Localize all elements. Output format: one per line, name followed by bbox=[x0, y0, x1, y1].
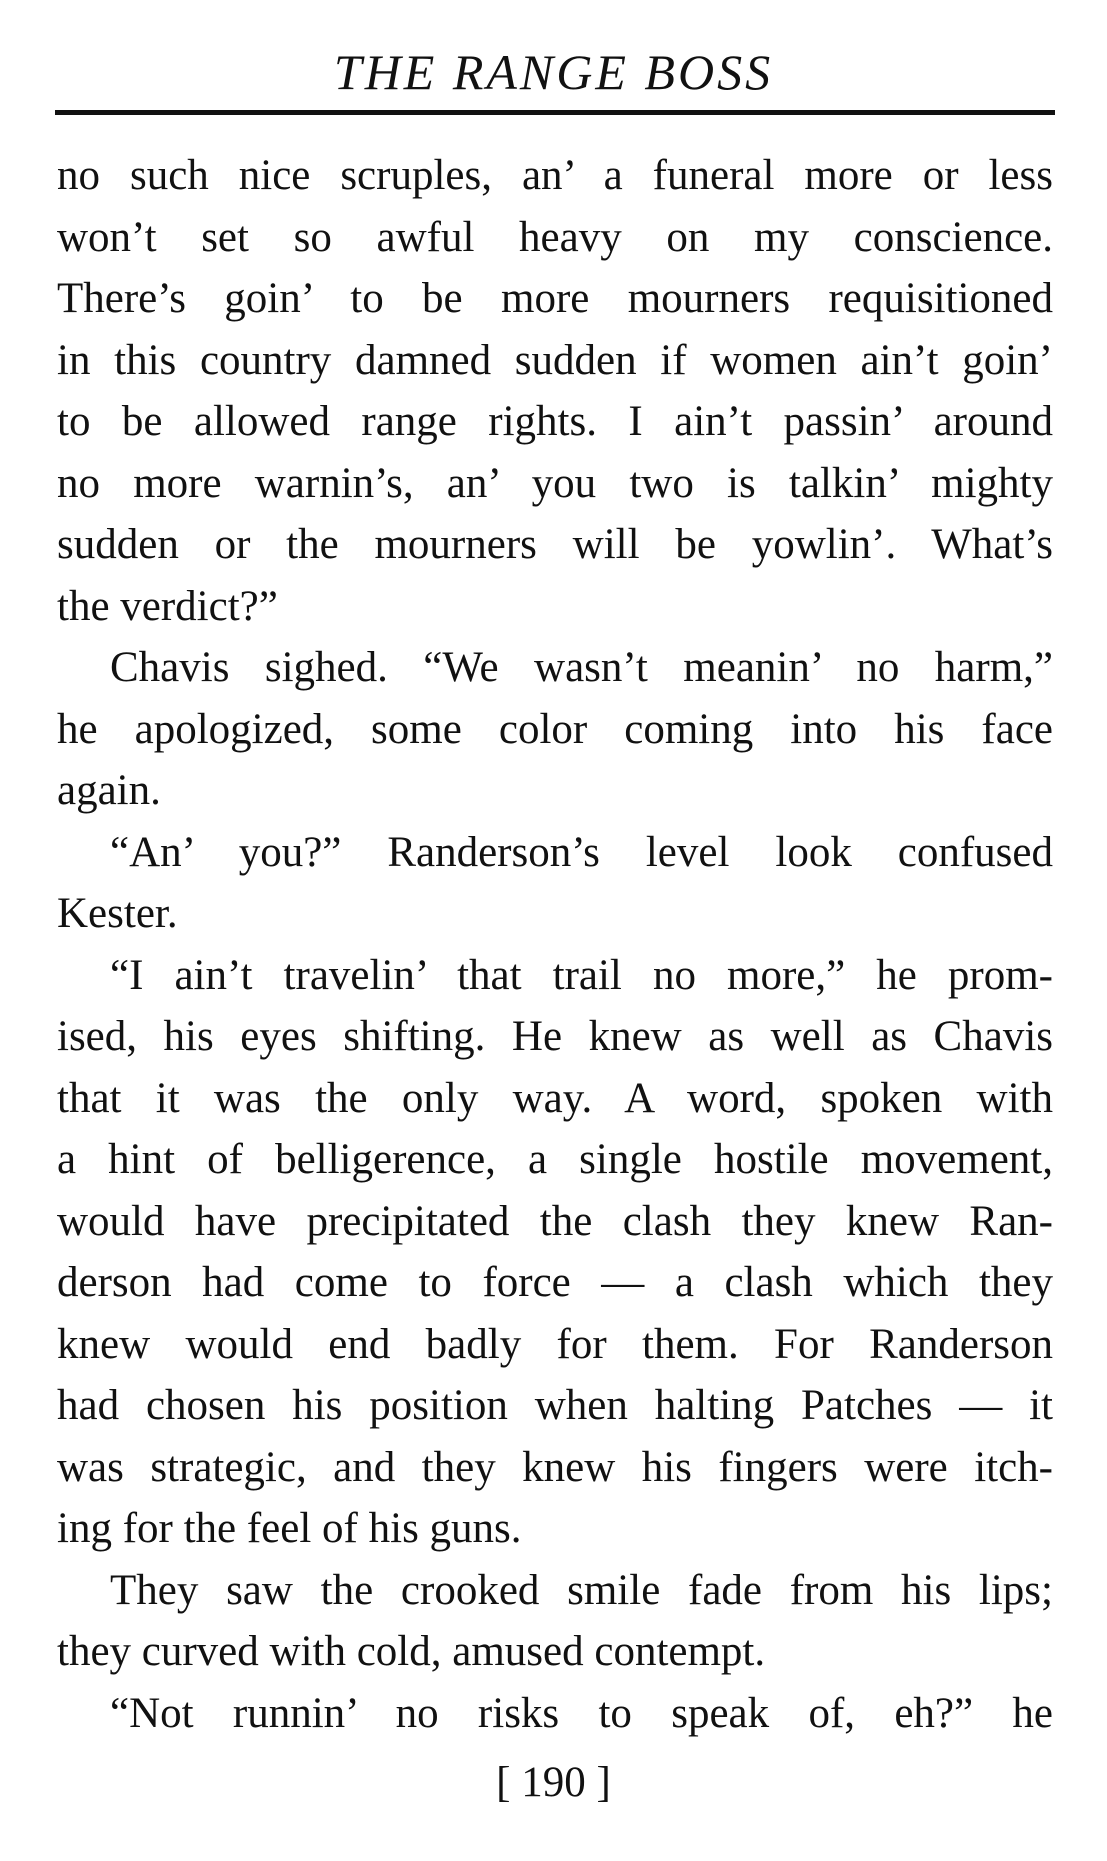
text-line: had chosen his position when halting Patches — it bbox=[57, 1382, 1053, 1429]
text-line: They saw the crooked smile fade from his lips; bbox=[110, 1566, 1053, 1614]
text-line: There’s goin’ to be more mourners requisitioned bbox=[57, 275, 1053, 322]
text-line: they curved with cold, amused contempt. bbox=[57, 1628, 766, 1675]
text-line: Chavis sighed. “We wasn’t meanin’ no harm,” bbox=[110, 644, 1053, 691]
header-rule bbox=[55, 110, 1055, 115]
text-line: again. bbox=[57, 767, 161, 814]
text-line: “I ain’t travelin’ that trail no more,” he prom- bbox=[110, 951, 1053, 999]
text-line: won’t set so awful heavy on my conscience. bbox=[57, 213, 1053, 261]
running-title: THE RANGE BOSS bbox=[333, 44, 774, 100]
text-line: “An’ you?” Randerson’s level look confused bbox=[110, 828, 1053, 876]
text-line: ing for the feel of his guns. bbox=[57, 1505, 522, 1552]
text-line: that it was the only way. A word, spoken with bbox=[57, 1074, 1053, 1122]
text-line: “Not runnin’ no risks to speak of, eh?” he bbox=[110, 1689, 1053, 1737]
text-line: would have precipitated the clash they knew Ran- bbox=[57, 1197, 1053, 1245]
text-line: to be allowed range rights. I ain’t passin’ around bbox=[57, 398, 1053, 445]
body-text bbox=[57, 145, 1053, 1744]
text-line: a hint of belligerence, a single hostile movement, bbox=[57, 1136, 1053, 1183]
text-line: knew would end badly for them. For Randerson bbox=[57, 1320, 1053, 1368]
text-line: the verdict?” bbox=[57, 582, 278, 630]
text-line: derson had come to force — a clash which they bbox=[57, 1259, 1053, 1306]
text-line: was strategic, and they knew his fingers were itch- bbox=[57, 1443, 1053, 1491]
text-line: in this country damned sudden if women ain’t goin’ bbox=[57, 336, 1053, 384]
text-line: no such nice scruples, an’ a funeral more or less bbox=[57, 152, 1053, 199]
text-line: no more warnin’s, an’ you two is talkin’ mighty bbox=[57, 459, 1053, 507]
text-line: sudden or the mourners will be yowlin’. What’s bbox=[57, 521, 1053, 568]
text-line: he apologized, some color coming into his face bbox=[57, 705, 1053, 753]
page-number: [ 190 ] bbox=[496, 1759, 611, 1806]
text-line: Kester. bbox=[57, 890, 178, 937]
text-line: ised, his eyes shifting. He knew as well as Chavis bbox=[57, 1013, 1053, 1060]
